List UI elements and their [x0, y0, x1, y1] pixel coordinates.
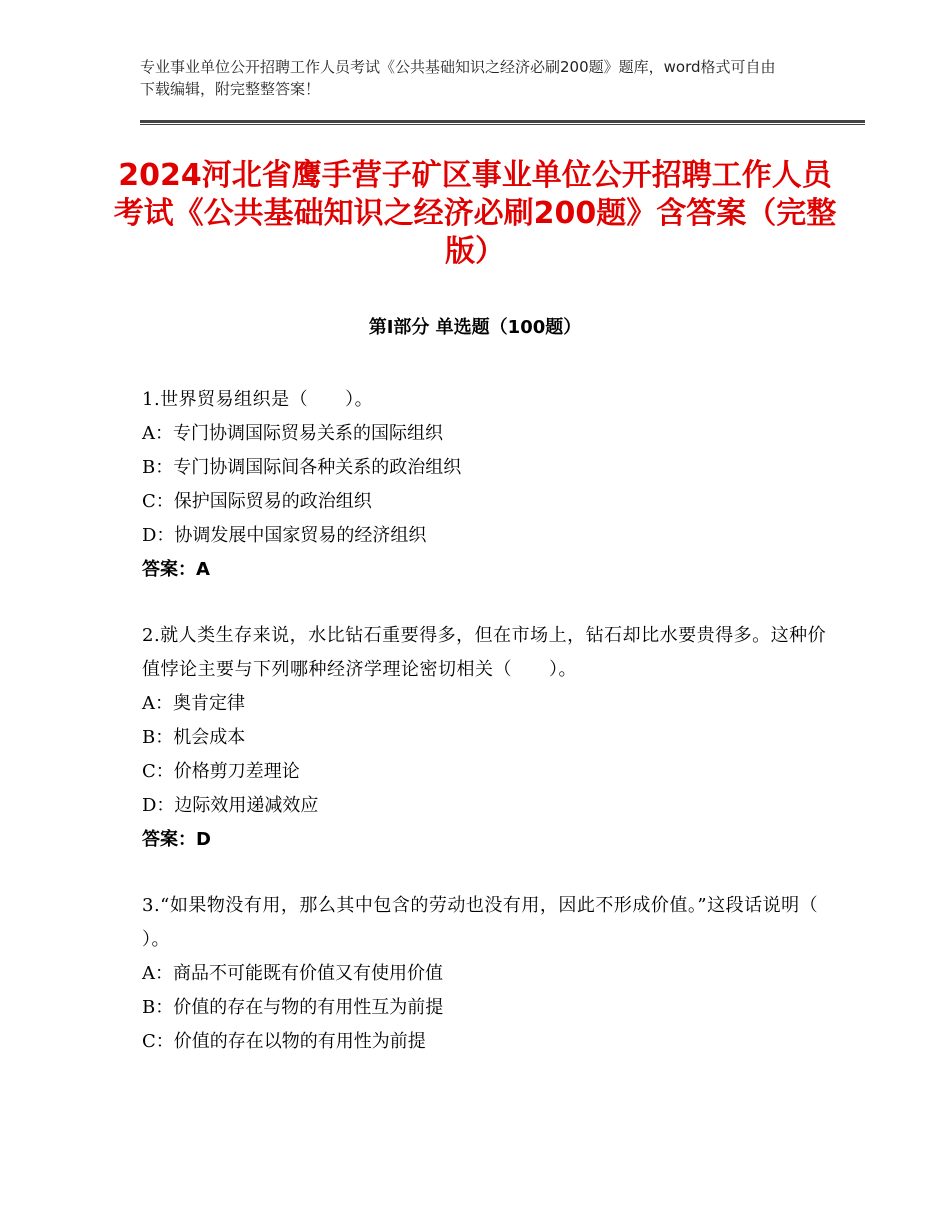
option-a: A：奥肯定律 [142, 693, 245, 714]
header-divider [140, 120, 865, 125]
option-d: D：边际效用递减效应 [142, 795, 319, 816]
option-c: C：价格剪刀差理论 [142, 761, 300, 782]
option-a: A：专门协调国际贸易关系的国际组织 [142, 423, 443, 444]
question-1 [142, 383, 842, 587]
option-c: C：价值的存在以物的有用性为前提 [142, 1031, 426, 1052]
option-b: B：专门协调国际间各种关系的政治组织 [142, 457, 462, 478]
question-2 [142, 619, 842, 857]
answer-label: 答案：D [142, 829, 211, 850]
option-a: A：商品不可能既有价值又有使用价值 [142, 963, 443, 984]
option-b: B：机会成本 [142, 727, 246, 748]
section-title: 第Ⅰ部分 单选题（100题） [368, 317, 582, 338]
question-stem: 2.就人类生存来说，水比钻石重要得多，但在市场上，钻石却比水要贵得多。这种价值悖论主要与下列哪种经济学理论密切相关（ ）。 [142, 625, 827, 680]
option-d: D：协调发展中国家贸易的经济组织 [142, 525, 427, 546]
question-stem: 3.“如果物没有用，那么其中包含的劳动也没有用，因此不形成价值。”这段话说明（ ）。 [142, 895, 819, 950]
question-list [142, 383, 842, 1091]
document-title: 2024河北省鹰手营子矿区事业单位公开招聘工作人员考试《公共基础知识之经济必刷200题》含答案（完整版） [113, 158, 837, 269]
option-c: C：保护国际贸易的政治组织 [142, 491, 372, 512]
answer-label: 答案：A [142, 559, 210, 580]
option-b: B：价值的存在与物的有用性互为前提 [142, 997, 444, 1018]
question-3 [142, 889, 842, 1059]
question-stem: 1.世界贸易组织是（ ）。 [142, 389, 374, 410]
header-note: 专业事业单位公开招聘工作人员考试《公共基础知识之经济必刷200题》题库，word格式可自由下载编辑，附完整整答案！ [140, 58, 776, 98]
